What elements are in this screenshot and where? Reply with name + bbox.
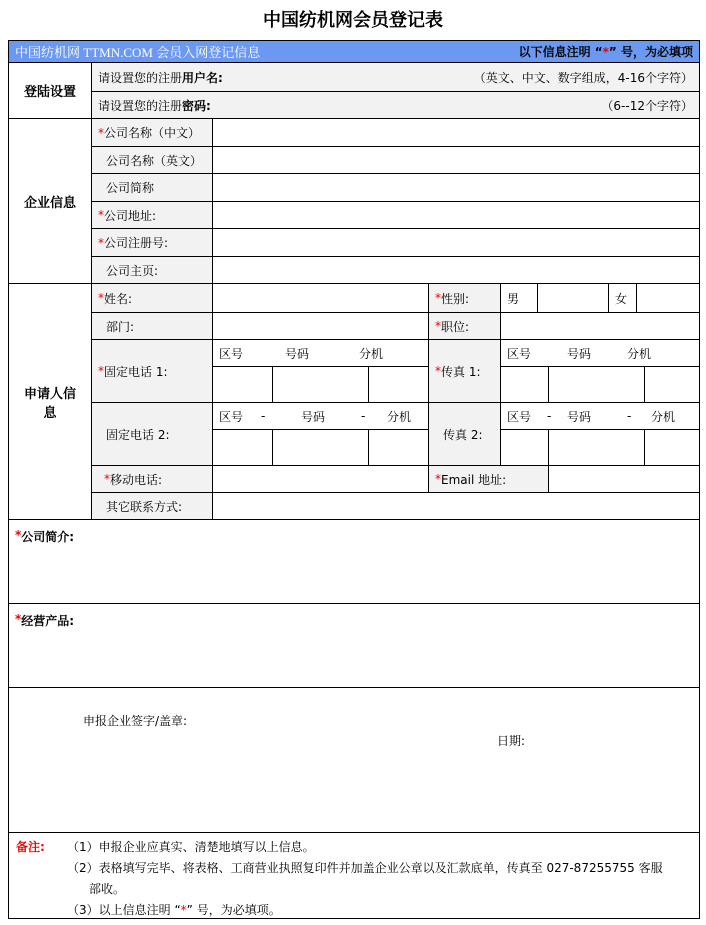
label-gender: * 性别:: [428, 283, 501, 313]
phone2-subheader: 区号 - 号码 - 分机: [212, 402, 429, 430]
input-name-en[interactable]: [212, 146, 700, 174]
label-mobile: * 移动电话:: [91, 465, 213, 493]
gender-female-input[interactable]: [636, 283, 700, 313]
signature-area[interactable]: [8, 687, 700, 833]
input-short-name[interactable]: [212, 173, 700, 202]
form-header: [8, 40, 700, 63]
input-address[interactable]: [212, 201, 700, 229]
phone1-subheader: 区号 号码 分机: [212, 339, 429, 367]
phone1-ext-input[interactable]: [368, 366, 429, 403]
label-reg-no: * 公司注册号:: [91, 228, 213, 257]
required-note: 以下信息注明 “*” 号，为必填项: [518, 45, 693, 59]
products-field[interactable]: * 经营产品:: [8, 603, 700, 688]
fax2-number-input[interactable]: [548, 429, 645, 466]
note-2-cont: 部收。: [89, 882, 126, 896]
label-phone2: 固定电话 2:: [91, 402, 213, 466]
input-other-contact[interactable]: [212, 492, 700, 520]
label-name-en: 公司名称（英文）: [91, 146, 213, 174]
phone1-number-input[interactable]: [272, 366, 369, 403]
username-hint: （英文、中文、数字组成，4-16个字符）: [473, 70, 693, 85]
input-dept[interactable]: [212, 312, 429, 340]
input-email[interactable]: [548, 465, 700, 493]
notes: [8, 832, 700, 919]
label-address: * 公司地址:: [91, 201, 213, 229]
note-3: （3）以上信息注明 “*” 号，为必填项。: [67, 903, 281, 917]
phone2-area-input[interactable]: [212, 429, 273, 466]
fax2-subheader: 区号 - 号码 - 分机: [500, 402, 700, 430]
input-name-cn[interactable]: [212, 118, 700, 147]
header-title: 中国纺机网 TTMN.COM 会员入网登记信息: [15, 45, 261, 60]
label-dept: 部门:: [91, 312, 213, 340]
input-homepage[interactable]: [212, 256, 700, 284]
section-applicant: 申请人信息: [8, 283, 92, 520]
label-email: * Email 地址:: [428, 465, 549, 493]
phone2-number-input[interactable]: [272, 429, 369, 466]
label-fax1: * 传真 1:: [428, 339, 501, 403]
company-intro-field[interactable]: * 公司简介:: [8, 519, 700, 604]
phone1-area-input[interactable]: [212, 366, 273, 403]
username-field[interactable]: 请设置您的注册用户名: （英文、中文、数字组成，4-16个字符）: [91, 62, 700, 92]
input-name[interactable]: [212, 283, 429, 313]
notes-label: 备注:: [16, 840, 45, 854]
label-homepage: 公司主页:: [91, 256, 213, 284]
label-fax2: 传真 2:: [428, 402, 501, 466]
input-position[interactable]: [500, 312, 700, 340]
label-name: * 姓名:: [91, 283, 213, 313]
note-1: （1）申报企业应真实、清楚地填写以上信息。: [67, 840, 315, 854]
fax1-subheader: 区号 号码 分机: [500, 339, 700, 367]
section-company: 企业信息: [8, 118, 92, 284]
gender-male-label: 男: [500, 283, 538, 313]
input-mobile[interactable]: [212, 465, 429, 493]
label-position: * 职位:: [428, 312, 501, 340]
fax1-ext-input[interactable]: [644, 366, 700, 403]
password-hint: （6--12个字符）: [601, 98, 693, 113]
date-label: 日期:: [497, 734, 526, 748]
note-2: （2）表格填写完毕、将表格、工商营业执照复印件并加盖企业公章以及汇款底单，传真至 027-87255755 客服: [67, 861, 663, 875]
gender-male-input[interactable]: [537, 283, 609, 313]
password-field[interactable]: 请设置您的注册密码: （6--12个字符）: [91, 91, 700, 119]
section-login: 登陆设置: [8, 62, 92, 119]
gender-female-label: 女: [608, 283, 637, 313]
label-phone1: * 固定电话 1:: [91, 339, 213, 403]
input-reg-no[interactable]: [212, 228, 700, 257]
label-name-cn: * 公司名称（中文）: [91, 118, 213, 147]
label-short-name: 公司简称: [91, 173, 213, 202]
phone2-ext-input[interactable]: [368, 429, 429, 466]
signature-label: 申报企业签字/盖章:: [83, 714, 188, 728]
page-title: 中国纺机网会员登记表: [263, 10, 443, 31]
label-other-contact: 其它联系方式:: [91, 492, 213, 520]
fax1-number-input[interactable]: [548, 366, 645, 403]
fax2-ext-input[interactable]: [644, 429, 700, 466]
fax2-area-input[interactable]: [500, 429, 549, 466]
fax1-area-input[interactable]: [500, 366, 549, 403]
